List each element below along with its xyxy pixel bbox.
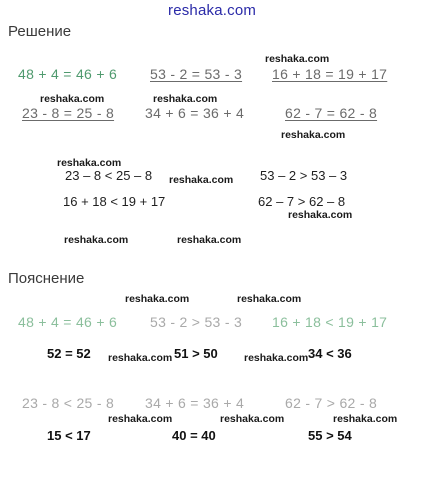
solution-equation: 62 - 7 = 62 - 8 [285,105,378,121]
watermark: reshaka.com [281,129,346,141]
explanation-equation: 16 + 18 < 19 + 17 [272,314,388,330]
solution-equation: 23 - 8 = 25 - 8 [22,105,115,121]
watermark: reshaka.com [40,93,105,105]
watermark: reshaka.com [169,174,234,186]
explanation-result: 15 < 17 [47,428,91,443]
explanation-heading: Пояснение [8,270,85,287]
solution-answer: 23 – 8 < 25 – 8 [65,168,153,183]
watermark: reshaka.com [153,93,218,105]
explanation-equation: 34 + 6 = 36 + 4 [145,395,245,411]
watermark: reshaka.com [177,234,242,246]
watermark: reshaka.com [288,209,353,221]
explanation-result: 40 = 40 [172,428,216,443]
explanation-equation: 62 - 7 > 62 - 8 [285,395,378,411]
watermark: reshaka.com [220,413,285,425]
watermark: reshaka.com [57,157,122,169]
solution-heading: Решение [8,23,72,40]
explanation-result: 52 = 52 [47,346,91,361]
explanation-equation: 23 - 8 < 25 - 8 [22,395,115,411]
explanation-equation: 48 + 4 = 46 + 6 [18,314,118,330]
solution-equation: 48 + 4 = 46 + 6 [18,66,118,82]
site-title[interactable]: reshaka.com [168,2,257,19]
solution-equation: 53 - 2 = 53 - 3 [150,66,243,82]
explanation-result: 51 > 50 [174,346,218,361]
watermark: reshaka.com [64,234,129,246]
explanation-result: 34 < 36 [308,346,352,361]
watermark: reshaka.com [244,352,309,364]
solution-answer: 62 – 7 > 62 – 8 [258,194,346,209]
watermark: reshaka.com [237,293,302,305]
watermark: reshaka.com [108,413,173,425]
watermark: reshaka.com [265,53,330,65]
solution-equation: 16 + 18 = 19 + 17 [272,66,388,82]
watermark: reshaka.com [108,352,173,364]
solution-equation: 34 + 6 = 36 + 4 [145,105,245,121]
solution-answer: 16 + 18 < 19 + 17 [63,194,166,209]
watermark: reshaka.com [333,413,398,425]
explanation-result: 55 > 54 [308,428,352,443]
watermark: reshaka.com [125,293,190,305]
explanation-equation: 53 - 2 > 53 - 3 [150,314,243,330]
solution-answer: 53 – 2 > 53 – 3 [260,168,348,183]
